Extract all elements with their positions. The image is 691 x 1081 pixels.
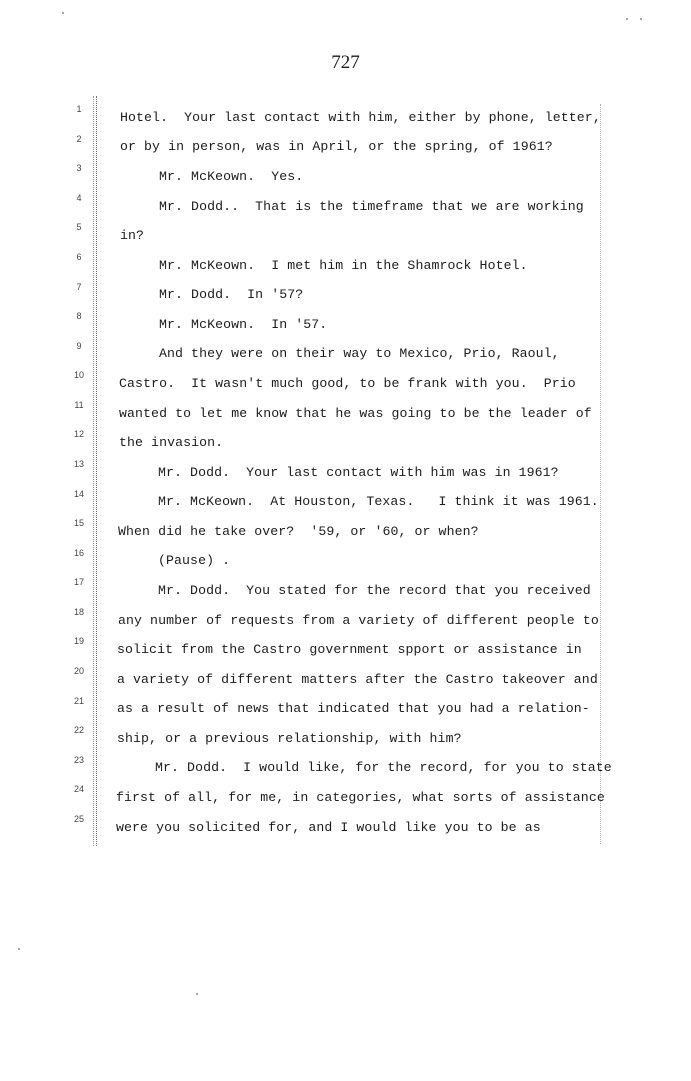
line-number: 4 [76, 193, 82, 203]
line-number: 19 [73, 636, 84, 646]
line-number: 16 [73, 548, 84, 558]
scan-speck [18, 948, 20, 950]
transcript-line: Mr. McKeown. Yes. [159, 169, 304, 184]
scan-speck [640, 18, 642, 20]
line-number: 7 [76, 282, 82, 292]
line-number: 8 [76, 311, 82, 321]
line-number: 18 [73, 607, 84, 617]
scan-speck [626, 18, 628, 20]
transcript-line: in? [120, 228, 145, 243]
transcript-line: Mr. McKeown. I met him in the Shamrock Hotel. [159, 258, 528, 273]
line-number: 2 [76, 134, 82, 144]
line-number: 13 [73, 459, 84, 469]
scan-speck [62, 12, 64, 14]
line-number: 11 [74, 400, 84, 410]
transcript-line: any number of requests from a variety of different people to [118, 613, 599, 628]
scan-speck [196, 993, 198, 995]
line-number: 6 [76, 252, 82, 262]
right-margin-rule [600, 104, 601, 844]
left-margin-rule-outer [93, 96, 94, 846]
line-number: 24 [73, 784, 84, 794]
transcript-line: And they were on their way to Mexico, Prio, Raoul, [159, 346, 560, 361]
line-number: 9 [76, 341, 82, 351]
line-number: 17 [73, 577, 84, 587]
transcript-line: the invasion. [119, 435, 224, 450]
transcript-line: Mr. Dodd. I would like, for the record, for you to state [155, 760, 612, 775]
line-number: 23 [73, 755, 84, 765]
line-number: 21 [73, 696, 84, 706]
line-number: 22 [73, 725, 84, 735]
transcript-line: Mr. Dodd. You stated for the record that you received [158, 583, 591, 598]
line-number: 1 [76, 104, 82, 114]
transcript-line: (Pause) . [158, 553, 231, 568]
line-number: 14 [73, 489, 84, 499]
transcript-line: Hotel. Your last contact with him, either by phone, letter, [120, 110, 601, 125]
transcript-line: Mr. Dodd. Your last contact with him was in 1961? [158, 465, 559, 480]
transcript-line: Castro. It wasn't much good, to be frank with you. Prio [119, 376, 576, 391]
transcript-line: or by in person, was in April, or the spring, of 1961? [120, 139, 553, 154]
line-number: 5 [76, 222, 82, 232]
transcript-line: Mr. Dodd. In '57? [159, 287, 304, 302]
transcript-line: Mr. McKeown. In '57. [159, 317, 328, 332]
line-number: 25 [73, 814, 84, 824]
transcript-line: Mr. Dodd.. That is the timeframe that we are working [159, 199, 584, 214]
line-number: 3 [76, 163, 82, 173]
page-number: 727 [331, 52, 360, 73]
transcript-line: a variety of different matters after the Castro takeover and [117, 672, 598, 687]
transcript-line: When did he take over? '59, or '60, or when? [118, 524, 479, 539]
transcript-line: ship, or a previous relationship, with him? [117, 731, 462, 746]
transcript-line: Mr. McKeown. At Houston, Texas. I think it was 1961. [158, 494, 599, 509]
transcript-line: solicit from the Castro government spport or assistance in [117, 642, 582, 657]
transcript-line: wanted to let me know that he was going to be the leader of [119, 406, 592, 421]
transcript-line: were you solicited for, and I would like you to be as [116, 820, 541, 835]
line-number: 12 [73, 429, 84, 439]
line-number: 15 [73, 518, 84, 528]
transcript-line: as a result of news that indicated that you had a relation- [117, 701, 590, 716]
line-number: 10 [73, 370, 84, 380]
left-margin-rule [96, 96, 97, 846]
transcript-line: first of all, for me, in categories, what sorts of assistance [116, 790, 605, 805]
line-number: 20 [73, 666, 84, 676]
